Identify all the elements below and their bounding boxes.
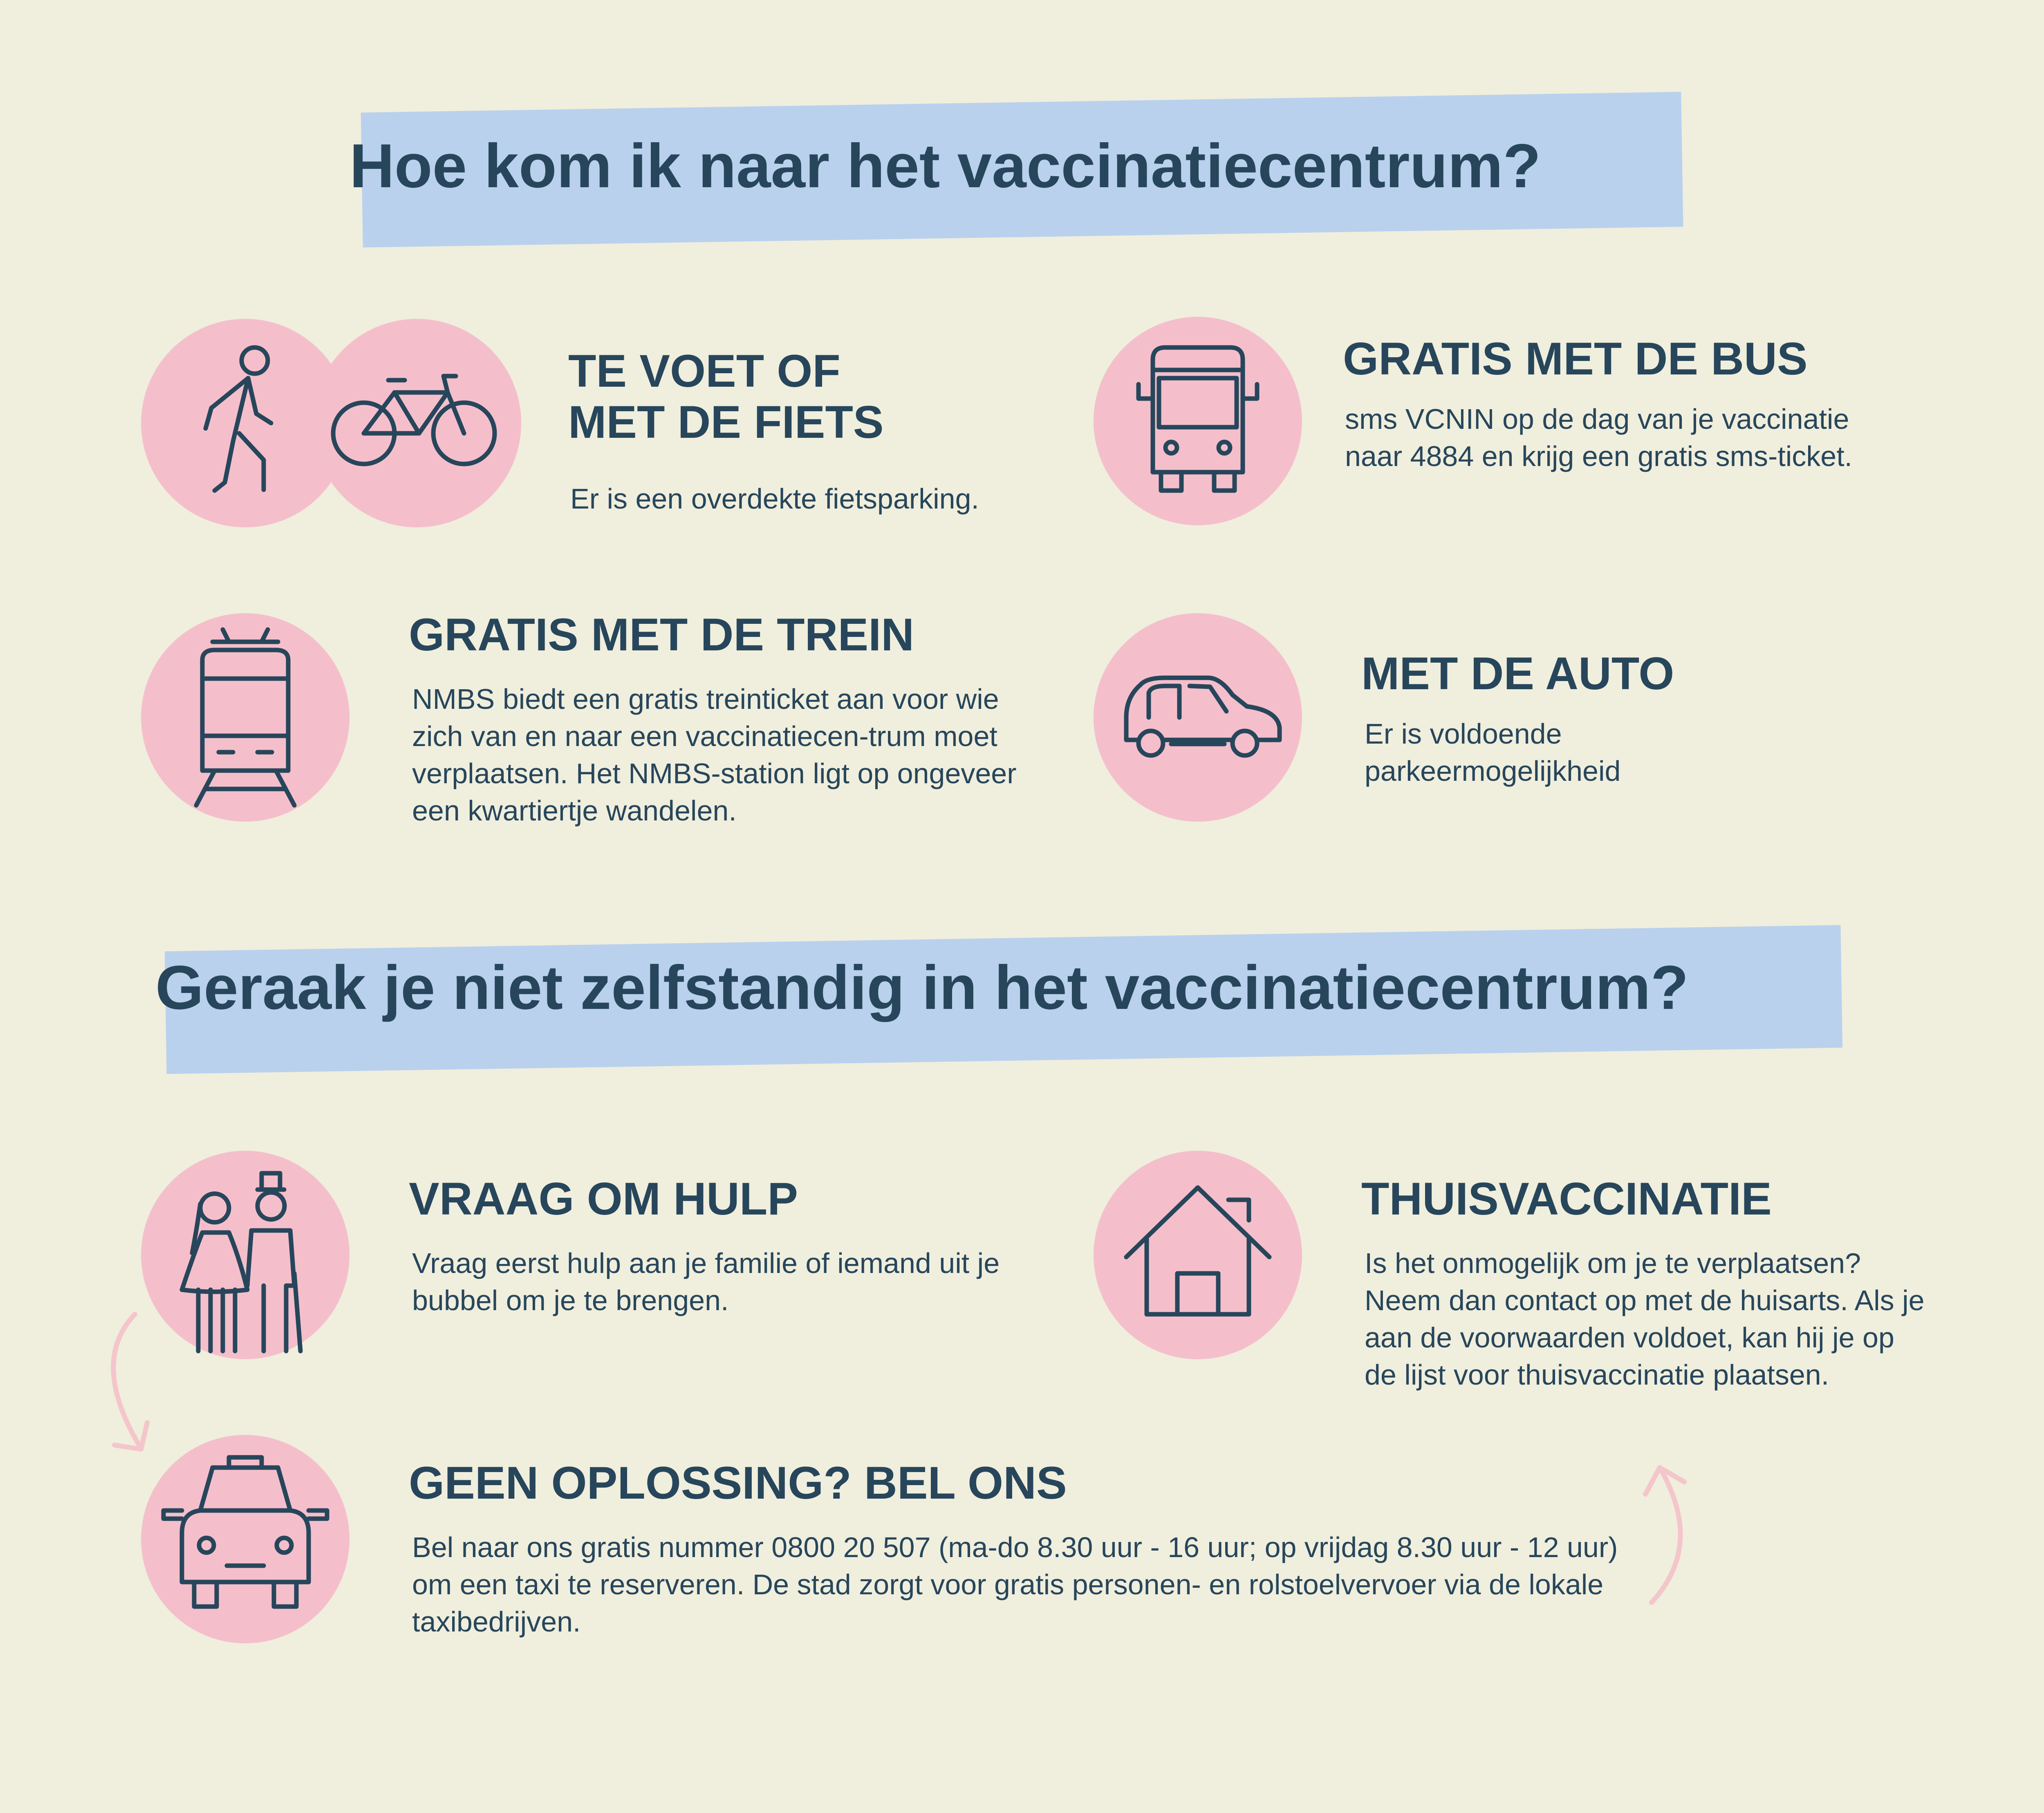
- heading-call: GEEN OPLOSSING? BEL ONS: [409, 1457, 1067, 1508]
- section1-title: Hoe kom ik naar het vaccinatiecentrum?: [350, 131, 1541, 201]
- taxi-circle: [141, 1435, 350, 1643]
- text-home: Is het onmogelijk om je te verplaatsen? Neem dan contact op met de huisarts. Als je aan de voorwaarden voldoet, kan hij je op de lijst voor thuisvaccinatie plaatsen.: [1365, 1247, 1925, 1391]
- taxi-icon: [141, 1435, 350, 1643]
- heading-car: MET DE AUTO: [1361, 648, 1674, 699]
- text-walk-bike: Er is een overdekte fietsparking.: [570, 483, 979, 515]
- heading-help: VRAAG OM HULP: [409, 1173, 798, 1224]
- heading-bus: GRATIS MET DE BUS: [1343, 333, 1808, 384]
- text-bus: sms VCNIN op de dag van je vaccinatie naar 4884 en krijg een gratis sms-ticket.: [1345, 403, 1853, 472]
- section2-title: Geraak je niet zelfstandig in het vaccinatiecentrum?: [155, 953, 1689, 1022]
- heading-walk-bike-line1: TE VOET OF: [568, 345, 840, 397]
- text-car: Er is voldoende parkeermogelijkheid: [1365, 718, 1621, 787]
- text-train: NMBS biedt een gratis treinticket aan voor wie zich van en naar een vaccinatiecen-trum moet verplaatsen. Het NMBS-station ligt op ongeveer een kwartiertje wandelen.: [412, 683, 1017, 827]
- heading-home: THUISVACCINATIE: [1361, 1173, 1772, 1224]
- heading-train: GRATIS MET DE TREIN: [409, 609, 914, 660]
- text-help: Vraag eerst hulp aan je familie of iemand uit je bubbel om je te brengen.: [412, 1247, 1000, 1316]
- heading-walk-bike-line2: MET DE FIETS: [568, 397, 884, 448]
- text-call: Bel naar ons gratis nummer 0800 20 507 (ma-do 8.30 uur - 16 uur; op vrijdag 8.30 uur - 12 uur) om een taxi te reserveren. De stad zorgt voor gratis personen- en rolstoelvervoer via de lokale taxibedrijven.: [412, 1531, 1618, 1638]
